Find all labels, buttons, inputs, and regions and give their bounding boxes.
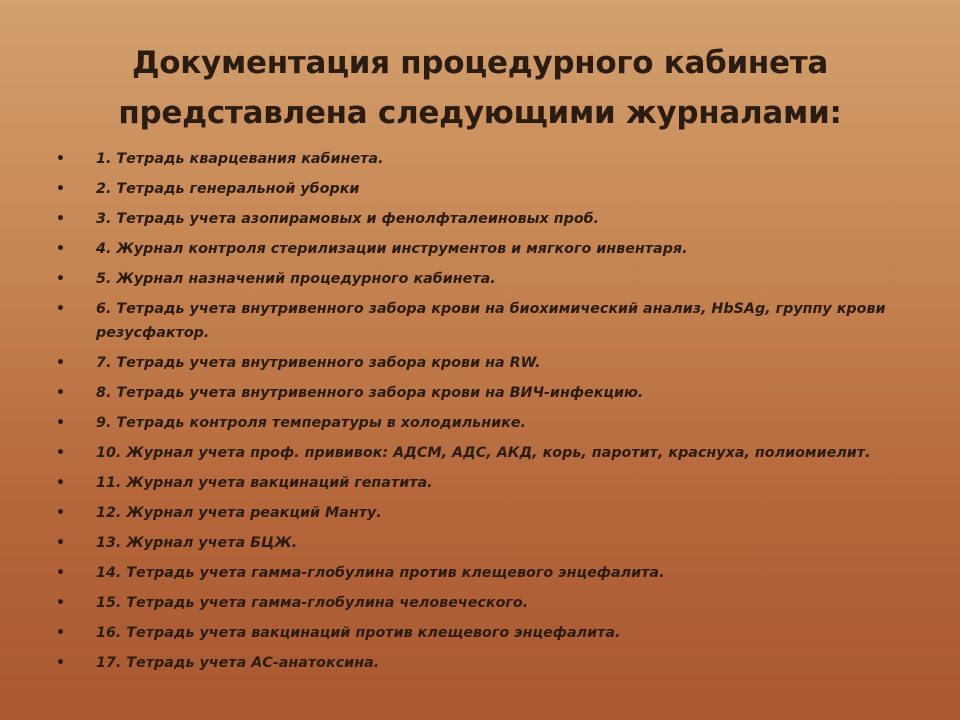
list-item-text: 8. Тетрадь учета внутривенного забора крови на ВИЧ-инфекцию. — [96, 384, 644, 401]
list-item — [56, 208, 916, 232]
list-item-text: 4. Журнал контроля стерилизации инструментов и мягкого инвентаря. — [96, 241, 688, 257]
list-item — [56, 652, 916, 676]
list-item-text: 15. Тетрадь учета гамма-глобулина человеческого. — [96, 594, 529, 611]
list-item — [56, 382, 916, 406]
list-item — [56, 592, 916, 616]
list-item-text: 3. Тетрадь учета азопирамовых и фенолфталеиновых проб. — [96, 211, 600, 227]
bullet-icon: • — [56, 414, 65, 431]
bullet-icon: • — [56, 474, 65, 491]
list-item-text: 11. Журнал учета вакцинаций гепатита. — [96, 474, 433, 491]
bullet-icon: • — [56, 354, 65, 371]
bullet-icon: • — [56, 564, 65, 581]
bullet-icon: • — [56, 241, 65, 257]
title-line-2: представлена следующими журналами: — [118, 95, 842, 131]
list-item-text: 10. Журнал учета проф. прививок: АДСМ, АДС, АКД, корь, паротит, краснуха, полиомиелит. — [96, 444, 871, 461]
list-item — [56, 562, 916, 586]
bullet-icon: • — [56, 301, 65, 317]
list-item — [56, 442, 916, 466]
slide-title — [30, 38, 930, 138]
list-item — [56, 502, 916, 526]
bullet-icon: • — [56, 151, 65, 167]
list-item-text: 5. Журнал назначений процедурного кабинета. — [96, 271, 496, 287]
list-item — [56, 238, 916, 262]
list-item-text: 7. Тетрадь учета внутривенного забора крови на RW. — [96, 354, 541, 371]
bullet-icon: • — [56, 181, 65, 197]
list-item-text: 14. Тетрадь учета гамма-глобулина против клещевого энцефалита. — [96, 564, 665, 581]
list-item — [56, 148, 916, 172]
list-item-text: 2. Тетрадь генеральной уборки — [96, 181, 360, 197]
bullet-icon: • — [56, 504, 65, 521]
list-item — [56, 622, 916, 646]
list-item-text: 16. Тетрадь учета вакцинаций против клещевого энцефалита. — [96, 624, 621, 641]
list-item — [56, 532, 916, 556]
list-item — [56, 472, 916, 496]
list-item — [56, 412, 916, 436]
bullet-icon: • — [56, 384, 65, 401]
list-item-text: 12. Журнал учета реакций Манту. — [96, 504, 382, 521]
list-item-text: 1. Тетрадь кварцевания кабинета. — [96, 151, 384, 167]
bullet-icon: • — [56, 624, 65, 641]
bullet-icon: • — [56, 444, 65, 461]
bullet-icon: • — [56, 594, 65, 611]
list-item-text: 13. Журнал учета БЦЖ. — [96, 534, 298, 551]
list-item — [56, 178, 916, 202]
list-item-text: 9. Тетрадь контроля температуры в холодильнике. — [96, 414, 526, 431]
list-item-text: 6. Тетрадь учета внутривенного забора крови на биохимический анализ, HbSAg, группу крови резусфактор. — [96, 301, 886, 341]
bullet-icon: • — [56, 534, 65, 551]
title-line-1: Документация процедурного кабинета — [131, 45, 829, 81]
bullet-icon: • — [56, 211, 65, 227]
bullet-icon: • — [56, 271, 65, 287]
journal-list — [56, 148, 916, 682]
bullet-icon: • — [56, 654, 65, 671]
list-item — [56, 298, 916, 345]
list-item-text: 17. Тетрадь учета АС-анатоксина. — [96, 654, 380, 671]
list-item — [56, 352, 916, 376]
list-item — [56, 268, 916, 292]
